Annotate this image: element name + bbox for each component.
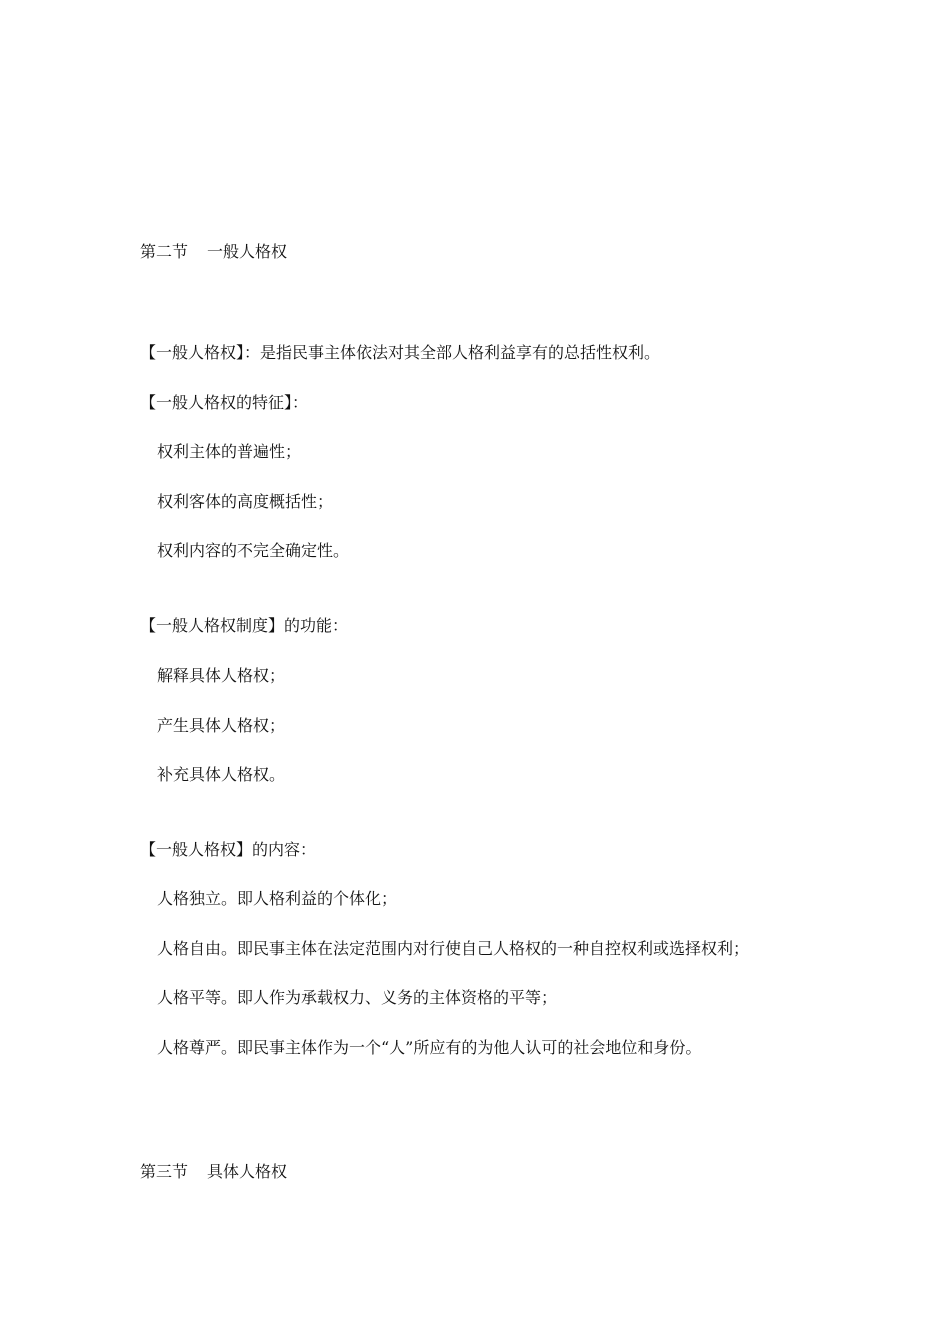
section-title: 具体人格权 — [207, 1162, 288, 1181]
feature-item: 权利内容的不完全确定性。 — [157, 541, 350, 560]
function-item: 解释具体人格权； — [157, 666, 286, 685]
content-item: 人格尊严。即民事主体作为一个“人”所应有的为他人认可的社会地位和身份。 — [157, 1038, 702, 1057]
feature-item: 权利客体的高度概括性； — [157, 492, 334, 511]
content-item: 人格自由。即民事主体在法定范围内对行使自己人格权的一种自控权利或选择权利； — [157, 939, 750, 958]
section-number: 第三节 — [140, 1162, 189, 1181]
definition-paragraph: 【一般人格权】：是指民事主体依法对其全部人格利益享有的总括性权利。 — [140, 343, 661, 362]
contents-heading: 【一般人格权】的内容： — [140, 840, 317, 859]
section-number: 第二节 — [140, 242, 189, 261]
function-item: 产生具体人格权； — [157, 716, 286, 735]
section-2-heading — [140, 242, 287, 262]
feature-item: 权利主体的普遍性； — [157, 442, 302, 461]
section-title: 一般人格权 — [207, 242, 288, 261]
functions-heading: 【一般人格权制度】的功能： — [140, 616, 349, 635]
section-3-heading — [140, 1162, 287, 1182]
content-item: 人格平等。即人作为承载权力、义务的主体资格的平等； — [157, 988, 558, 1007]
features-heading: 【一般人格权的特征】： — [140, 393, 309, 412]
content-item: 人格独立。即人格利益的个体化； — [157, 889, 398, 908]
function-item: 补充具体人格权。 — [157, 765, 286, 784]
